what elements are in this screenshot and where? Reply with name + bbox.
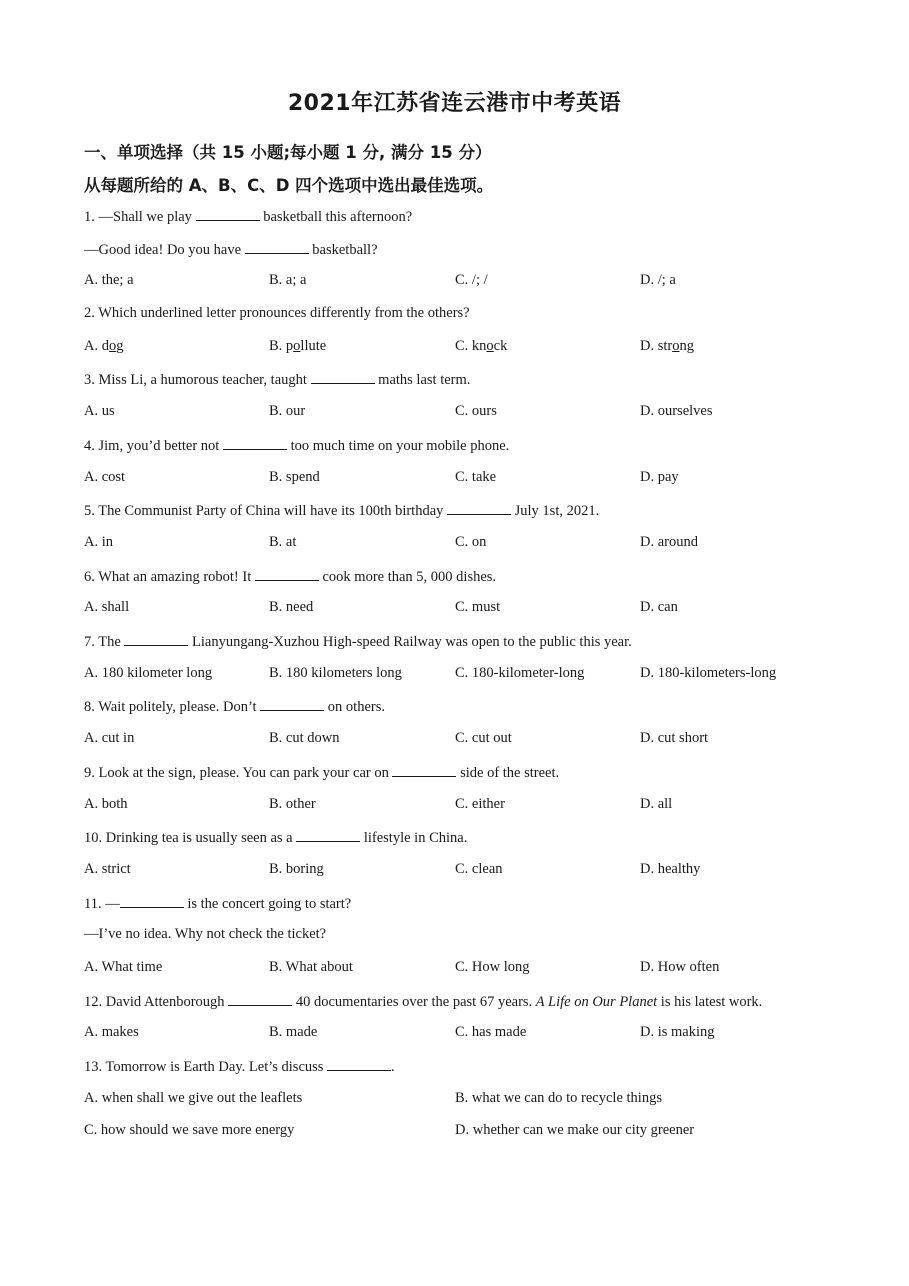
- answer-blank: [447, 501, 511, 515]
- underlined-letter: o: [672, 338, 680, 354]
- question-9-stem: [84, 763, 559, 782]
- option-c: C. has made: [455, 1024, 527, 1040]
- option-d: D. around: [640, 534, 698, 550]
- answer-blank: [120, 894, 184, 908]
- option-c: C. must: [455, 599, 501, 615]
- page-title: 2021年江苏省连云港市中考英语: [287, 91, 622, 116]
- option-c: C. How long: [455, 959, 530, 975]
- option-b: B. what we can do to recycle things: [455, 1090, 662, 1106]
- question-text: 8. Wait politely, please. Don’t: [84, 699, 257, 715]
- question-10-stem: [84, 828, 467, 847]
- section-heading: 一、单项选择（共 15 小题;每小题 1 分, 满分 15 分）: [84, 143, 492, 162]
- question-text: 1. —Shall we play: [84, 209, 192, 225]
- option-b: B. What about: [269, 959, 353, 975]
- option-d: D. all: [640, 796, 673, 812]
- option-text: D. str: [640, 338, 673, 354]
- option-d: D. can: [640, 599, 678, 615]
- question-text: on others.: [327, 699, 385, 715]
- answer-blank: [392, 763, 456, 777]
- option-a: A. the; a: [84, 272, 134, 288]
- question-text: side of the street.: [460, 765, 560, 781]
- option-a: A. us: [84, 403, 115, 419]
- question-text: 40 documentaries over the past 67 years.: [295, 994, 533, 1010]
- option-b: B. cut down: [269, 730, 340, 746]
- question-text: —Good idea! Do you have: [84, 242, 242, 258]
- option-b: B. other: [269, 796, 316, 812]
- option-c: C. on: [455, 534, 487, 550]
- option-c: C. /; /: [455, 272, 488, 288]
- answer-blank: [228, 992, 292, 1006]
- option-text: llute: [300, 338, 327, 354]
- option-text: A. d: [84, 338, 109, 354]
- option-b: B. boring: [269, 861, 324, 877]
- answer-blank: [245, 240, 309, 254]
- question-text: basketball this afternoon?: [263, 209, 413, 225]
- option-b: B. a; a: [269, 272, 307, 288]
- question-text: 13. Tomorrow is Earth Day. Let’s discuss: [84, 1059, 324, 1075]
- option-a: A. What time: [84, 959, 163, 975]
- question-text: 4. Jim, you’d better not: [84, 438, 220, 454]
- option-d: D. /; a: [640, 272, 676, 288]
- option-d: D. healthy: [640, 861, 701, 877]
- option-d: D. 180-kilometers-long: [640, 665, 777, 681]
- question-1-stem: [84, 207, 412, 226]
- option-a: A. in: [84, 534, 113, 550]
- option-d: D. cut short: [640, 730, 709, 746]
- question-text: 7. The: [84, 634, 121, 650]
- question-text: is the concert going to start?: [187, 896, 352, 912]
- option-c: C. how should we save more energy: [84, 1122, 295, 1138]
- option-b: B. our: [269, 403, 306, 419]
- question-3-stem: [84, 370, 470, 389]
- answer-blank: [255, 567, 319, 581]
- question-4-stem: [84, 436, 509, 455]
- question-7-stem: [84, 632, 632, 651]
- option-text: g: [116, 338, 124, 354]
- question-11-stem: [84, 894, 351, 913]
- option-b: [269, 338, 326, 355]
- question-text: too much time on your mobile phone.: [290, 438, 510, 454]
- option-b: B. spend: [269, 469, 320, 485]
- option-c: C. either: [455, 796, 505, 812]
- option-a: A. 180 kilometer long: [84, 665, 213, 681]
- answer-blank: [327, 1057, 391, 1071]
- question-text: lifestyle in China.: [363, 830, 468, 846]
- question-1-reply: [84, 240, 378, 259]
- question-5-stem: [84, 501, 599, 520]
- question-6-stem: [84, 567, 496, 586]
- question-2-stem: 2. Which underlined letter pronounces differently from the others?: [84, 305, 470, 321]
- option-a: A. strict: [84, 861, 131, 877]
- question-text: 5. The Communist Party of China will have its 100th birthday: [84, 503, 444, 519]
- question-11-reply: —I’ve no idea. Why not check the ticket?: [84, 926, 327, 942]
- option-d: D. ourselves: [640, 403, 713, 419]
- answer-blank: [260, 697, 324, 711]
- option-c: C. take: [455, 469, 497, 485]
- question-13-stem: [84, 1057, 395, 1076]
- option-c: C. cut out: [455, 730, 512, 746]
- option-a: A. both: [84, 796, 128, 812]
- question-text: is his latest work.: [660, 994, 763, 1010]
- section-instruction: 从每题所给的 A、B、C、D 四个选项中选出最佳选项。: [84, 176, 494, 195]
- question-text: 12. David Attenborough: [84, 994, 225, 1010]
- option-d: [640, 338, 694, 355]
- question-text: basketball?: [312, 242, 378, 258]
- question-text: 3. Miss Li, a humorous teacher, taught: [84, 372, 307, 388]
- option-a: A. makes: [84, 1024, 139, 1040]
- answer-blank: [223, 436, 287, 450]
- option-c: C. 180-kilometer-long: [455, 665, 585, 681]
- question-8-stem: [84, 697, 385, 716]
- question-text: cook more than 5, 000 dishes.: [322, 569, 497, 585]
- option-text: C. kn: [455, 338, 487, 354]
- answer-blank: [196, 207, 260, 221]
- option-d: D. whether can we make our city greener: [455, 1122, 695, 1138]
- underlined-letter: o: [486, 338, 494, 354]
- question-text: 10. Drinking tea is usually seen as a: [84, 830, 293, 846]
- option-d: D. pay: [640, 469, 679, 485]
- option-c: [455, 338, 507, 355]
- underlined-letter: o: [108, 338, 117, 354]
- option-a: A. shall: [84, 599, 130, 615]
- question-text: .: [391, 1059, 395, 1075]
- question-12-stem: [84, 992, 762, 1011]
- option-text: B. p: [269, 338, 294, 354]
- question-text: 6. What an amazing robot! It: [84, 569, 252, 585]
- option-b: B. made: [269, 1024, 318, 1040]
- underlined-letter: o: [293, 338, 301, 354]
- question-text: Lianyungang-Xuzhou High-speed Railway was open to the public this year.: [192, 634, 632, 650]
- question-text: 9. Look at the sign, please. You can park your car on: [84, 765, 389, 781]
- option-d: D. is making: [640, 1024, 715, 1040]
- option-d: D. How often: [640, 959, 720, 975]
- answer-blank: [296, 828, 360, 842]
- option-a: [84, 338, 123, 355]
- option-b: B. at: [269, 534, 297, 550]
- option-b: B. need: [269, 599, 314, 615]
- option-c: C. ours: [455, 403, 497, 419]
- option-text: ng: [679, 338, 694, 354]
- question-text: July 1st, 2021.: [514, 503, 600, 519]
- answer-blank: [311, 370, 375, 384]
- answer-blank: [124, 632, 188, 646]
- question-text: 11. —: [84, 896, 120, 912]
- option-a: A. cost: [84, 469, 126, 485]
- option-a: A. cut in: [84, 730, 135, 746]
- option-text: ck: [493, 338, 508, 354]
- documentary-title: A Life on Our Planet: [535, 994, 658, 1010]
- question-text: maths last term.: [378, 372, 471, 388]
- option-a: A. when shall we give out the leaflets: [84, 1090, 303, 1106]
- option-c: C. clean: [455, 861, 503, 877]
- option-b: B. 180 kilometers long: [269, 665, 402, 681]
